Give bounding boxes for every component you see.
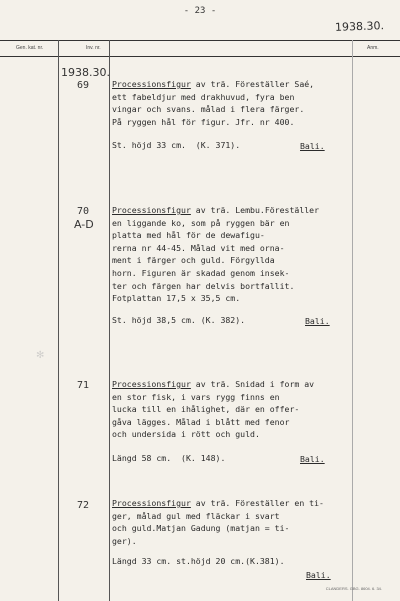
- entry-70-text: [112, 204, 352, 305]
- entry-72-line-4: ger).: [112, 535, 137, 546]
- entry-71-line-4: gåva lägges. Målad i blått med fenor: [112, 416, 290, 427]
- entry-71-number: 71: [77, 380, 90, 391]
- entry-69-location: Bali.: [300, 141, 325, 151]
- entry-71-line-2: en stor fisk, i vars rygg finns en: [112, 391, 280, 402]
- column-divider-1: [58, 40, 59, 601]
- entry-71-line-5: och undersida i rött och guld.: [112, 429, 260, 440]
- margin-smudge: ✻: [36, 350, 45, 361]
- entry-70-location: Bali.: [305, 316, 330, 326]
- entry-69-date: 1938.30.: [61, 66, 110, 79]
- entry-72-line-1: av trä. Föreställer en ti-: [190, 498, 324, 508]
- printer-imprint: CLANDERS. GBG. 8604. 6. 34.: [325, 586, 382, 591]
- entry-71-location: Bali.: [300, 454, 325, 464]
- entry-72-number: 72: [77, 500, 90, 511]
- entry-70-line-4: rerna nr 44-45. Målad vit med orna-: [112, 242, 285, 253]
- entry-70-line-7: ter och färgen har delvis bortfallit.: [112, 280, 295, 291]
- column-divider-2: [109, 40, 110, 601]
- entry-69-line-2: ett fabeldjur med drakhuvud, fyra ben: [112, 91, 295, 102]
- entry-71-line-3: lucka till en ihålighet, där en offer-: [112, 404, 300, 415]
- page-number: - 23 -: [183, 6, 217, 16]
- entry-70-subnumber: A-D: [74, 218, 94, 231]
- entry-72-line-2: ger, målad gul med fläckar i svart: [112, 510, 280, 521]
- entry-69-line-3: vingar och svans. målad i flera färger.: [112, 104, 305, 115]
- entry-69-title: Processionsfigur: [112, 79, 191, 89]
- entry-70-number: 70: [77, 206, 90, 217]
- entry-72-measure: Längd 33 cm. st.höjd 20 cm.(K.381).: [112, 556, 285, 566]
- header-rule-top: [0, 40, 400, 41]
- entry-71-measure: Längd 58 cm. (K. 148).: [112, 453, 226, 463]
- header-date: 1938.30.: [334, 19, 385, 34]
- entry-70-measure: St. höjd 38,5 cm. (K. 382).: [112, 315, 246, 325]
- entry-71-text: [112, 378, 352, 441]
- entry-69-measure: St. höjd 33 cm. (K. 371).: [112, 140, 241, 150]
- entry-70-line-1: av trä. Lembu.Föreställer: [190, 205, 320, 215]
- entry-72-text: [112, 497, 352, 547]
- column-divider-3: [352, 40, 353, 601]
- entry-70-line-8: Fotplattan 17,5 x 35,5 cm.: [112, 293, 241, 304]
- entry-70-line-3: platta med hål för de dewafigu-: [112, 230, 265, 241]
- column-anm: Anm.: [367, 45, 379, 51]
- entry-72-title: Processionsfigur: [112, 498, 191, 508]
- entry-69-line-4: På ryggen hål för figur. Jfr. nr 400.: [112, 116, 295, 127]
- column-inv: Inv. nr.: [86, 45, 101, 51]
- entry-72-location: Bali.: [306, 570, 331, 580]
- column-header-row: [0, 42, 400, 54]
- column-gen-kat: Gen. kat. nr.: [16, 45, 44, 51]
- header-rule-bottom: [0, 56, 400, 57]
- entry-69-line-1: av trä. Föreställer Saé,: [190, 79, 315, 89]
- entry-71-title: Processionsfigur: [112, 379, 191, 389]
- entry-70-line-5: ment i färger och guld. Förgyllda: [112, 255, 275, 266]
- entry-71-line-1: av trä. Snidad i form av: [190, 379, 315, 389]
- entry-70-title: Processionsfigur: [112, 205, 191, 215]
- entry-70-line-2: en liggande ko, som på ryggen bär en: [112, 217, 290, 228]
- entry-69-number: 69: [77, 80, 90, 91]
- entry-70-line-6: horn. Figuren är skadad genom insek-: [112, 267, 290, 278]
- entry-69-text: [112, 78, 352, 128]
- entry-72-line-3: och guld.Matjan Gadung (matjan = ti-: [112, 523, 290, 534]
